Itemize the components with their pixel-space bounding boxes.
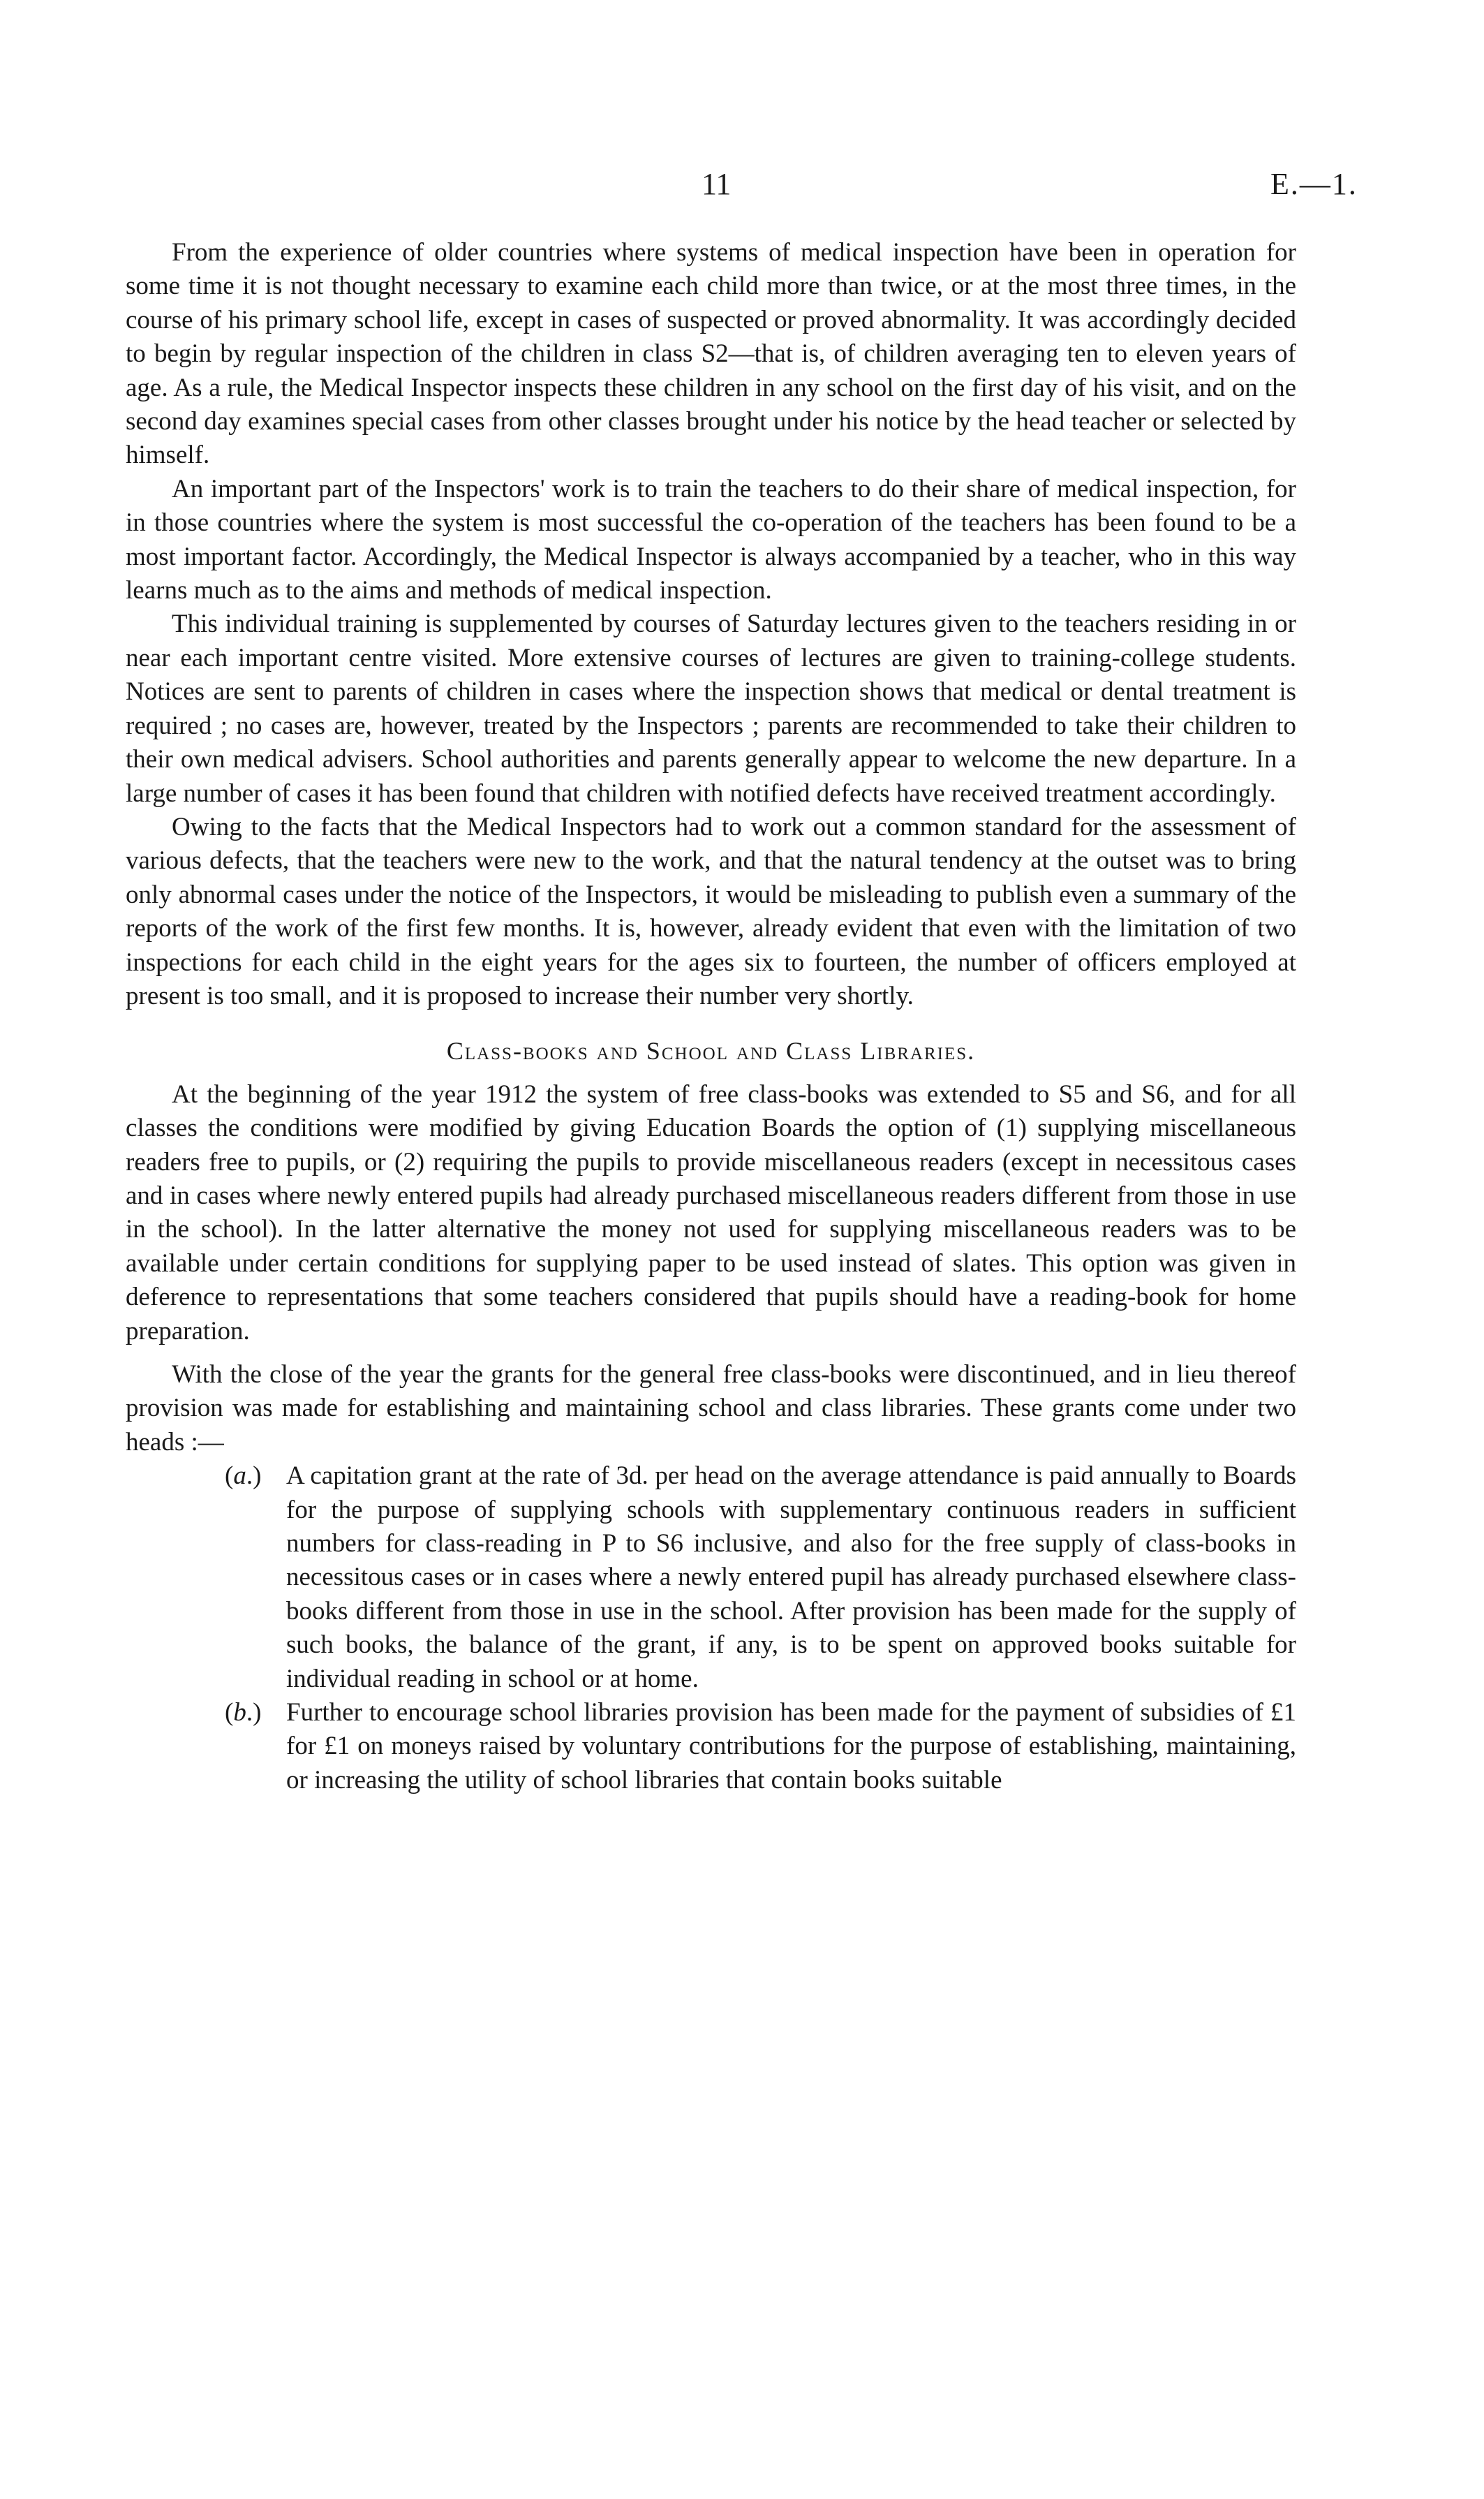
paragraph-assessment-standards: Owing to the facts that the Medical Inspectors had to work out a common standard for the assessment of various defects, that the teachers were new to the work, and that the natural tendency at the outset was to bring only abnormal cases under the notice of the Inspectors, it would be misleading to publish even a summary of the reports of the work of the first few months. It is, however, already evident that even with the limitation of two inspections for each child in the eight years for the ages six to fourteen, the number of officers employed at present is too small, and it is proposed to increase their number very shortly. [126,812,1296,1010]
document-code: E.—1. [1270,167,1358,201]
list-item-label: (b.) [225,1698,262,1727]
paragraph-free-class-books: At the beginning of the year 1912 the system of free class-books was extended to S5 and S6, and for all classes the conditions were modified by giving Education Boards the option of (1) supplying miscellaneous readers free to pupils, or (2) requiring the pupils to provide miscellaneous readers (except in necessitous cases and in cases where newly entered pupils had already purchased miscellaneous readers different from those in use in the school). In the latter alternative the money not used for supplying miscellaneous readers was to be available under certain conditions for supplying paper to be used instead of slates. This option was given in deference to representations that some teachers considered that pupils should have a reading-book for home preparation. [126,1079,1296,1346]
section-heading: Class-books and School and Class Libraries. [446,1037,976,1066]
paragraph-teacher-training: An important part of the Inspectors' work is to train the teachers to do their share of medical inspection, for in those countries where the system is most successful the co-operation of the teachers has been found to be a most important factor. Accordingly, the Medical Inspector is always accompanied by a teacher, who in this way learns much as to the aims and methods of medical inspection. [126,474,1296,605]
page-header [0,166,1484,208]
body-text [126,236,1296,1797]
page-number: 11 [702,167,732,201]
list-item-text: Further to encourage school libraries provision has been made for the payment of subsidies of £1 for £1 on moneys raised by voluntary contributions for the purpose of establishing, maintaining, or increasing the utility of school libraries that contain books suitable [286,1698,1296,1794]
paragraph-lectures-and-notices: This individual training is supplemented by courses of Saturday lectures given to the teachers residing in or near each important centre visited. More extensive courses of lectures are given to training-college students. Notices are sent to parents of children in cases where the inspection shows that medical or dental treatment is required ; no cases are, however, treated by the Inspectors ; parents are recommended to take their children to their own medical advisers. School authorities and parents generally appear to welcome the new departure. In a large number of cases it has been found that children with notified defects have received treatment accordingly. [126,610,1296,808]
list-item-label: (a.) [225,1461,262,1491]
list-item [126,1459,1296,1696]
paragraph-grants-discontinued: With the close of the year the grants for the general free class-books were discontinued, and in lieu thereof provision was made for establishing and maintaining school and class libraries. These grants come under two heads :— [126,1360,1296,1457]
list-item-text: A capitation grant at the rate of 3d. per head on the average attendance is paid annually to Boards for the purpose of supplying schools with supplementary continuous readers in sufficient numbers for class-reading in P to S6 inclusive, and also for the free supply of class-books in necessitous cases or in cases where a newly entered pupil has already purchased elsewhere class-books different from those in use in the school. After provision has been made for the supply of such books, the balance of the grant, if any, is to be spent on approved books suitable for individual reading in school or at home. [286,1461,1296,1693]
list-item [126,1696,1296,1797]
paragraph-medical-inspection-frequency: From the experience of older countries where systems of medical inspection have been in operation for some time it is not thought necessary to examine each child more than twice, or at the most three times, in the course of his primary school life, except in cases of suspected or proved abnormality. It was accordingly decided to begin by regular inspection of the children in class S2—that is, of children averaging ten to eleven years of age. As a rule, the Medical Inspector inspects these children in any school on the first day of his visit, and on the second day examines special cases from other classes brought under his notice by the head teacher or selected by himself. [126,238,1296,470]
